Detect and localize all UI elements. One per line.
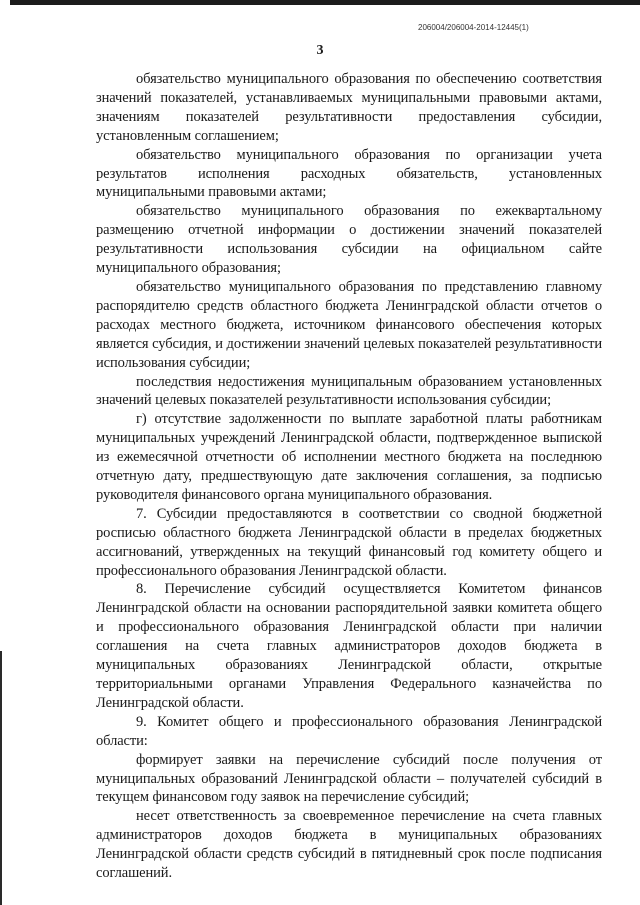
paragraph-9: 9. Комитет общего и профессионального образования Ленинградской области: <box>96 713 602 749</box>
scan-top-edge <box>10 0 640 5</box>
paragraph-6: г) отсутствие задолженности по выплате заработной платы работникам муниципальных учреждений Ленинградской области, подтвержденное выпиской из ежемесячной отчетности об исполнении местного бюджета на последнюю отчетную дату, предшествующую дате заключения соглашения, за подписью руководителя финансового органа муниципального образования. <box>96 411 602 503</box>
document-id: 206004/206004-2014-12445(1) <box>418 23 529 32</box>
page-number: 3 <box>316 43 324 58</box>
paragraph-11: несет ответственность за своевременное перечисление на счета главных администраторов доходов бюджета в муниципальных образованиях Ленинградской области средств субсидий в пятидневный срок после подписания соглашений. <box>96 808 602 882</box>
paragraph-3: обязательство муниципального образования по ежеквартальному размещению отчетной информации о достижении значений показателей результативности использования субсидии на официальном сайте муниципального образования; <box>96 203 602 277</box>
paragraph-5: последствия недостижения муниципальным образованием установленных значений целевых показателей результативности использования субсидии; <box>96 373 602 409</box>
document-body <box>96 70 602 883</box>
paragraph-7: 7. Субсидии предоставляются в соответствии со сводной бюджетной росписью областного бюджета Ленинградской области в пределах бюджетных ассигнований, утвержденных на текущий финансовый год комитету общего и профессионального образования Ленинградской области. <box>96 505 602 579</box>
paragraph-1: обязательство муниципального образования по обеспечению соответствия значений показателей, устанавливаемых муниципальными правовыми актами, значениям показателей результативности предоставления субсидии, установленным соглашением; <box>96 71 602 144</box>
scan-left-edge <box>0 651 2 905</box>
paragraph-2: обязательство муниципального образования по организации учета результатов исполнения расходных обязательств, установленных муниципальными правовыми актами; <box>96 146 602 201</box>
paragraph-4: обязательство муниципального образования по представлению главному распорядителю средств областного бюджета Ленинградской области отчетов о расходах местного бюджета, источником финансового обеспечения которых является субсидия, и достижении значений целевых показателей результативности использования субсидии; <box>96 278 602 371</box>
paragraph-8: 8. Перечисление субсидий осуществляется Комитетом финансов Ленинградской области на основании распорядительной заявки комитета общего и профессионального образования Ленинградской области при наличии соглашения на счета главных администраторов доходов бюджета в муниципальных образованиях Ленинградской области, открытые территориальными органами Управления Федерального казначейства по Ленинградской области. <box>96 581 602 711</box>
paragraph-10: формирует заявки на перечисление субсидий после получения от муниципальных образований Ленинградской области – получателей субсидий в текущем финансовом году заявок на перечисление субсидий; <box>96 751 602 806</box>
